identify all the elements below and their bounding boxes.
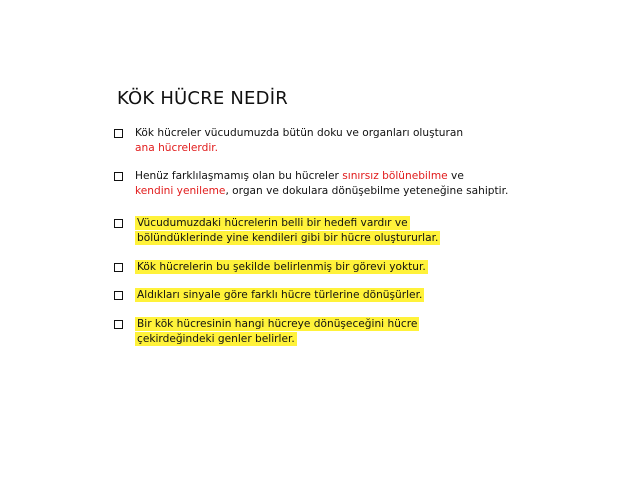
bullet-text-part: Henüz farklılaşmamış olan bu hücreler xyxy=(135,170,339,182)
highlighted-text: Aldıkları sinyale göre farklı hücre türlerine dönüşürler. xyxy=(137,289,423,301)
highlighted-text: Bir kök hücresinin hangi hücreye dönüşeceğini hücre xyxy=(137,318,418,330)
page-title: KÖK HÜCRE NEDİR xyxy=(117,88,288,109)
bullet-item-6 xyxy=(110,317,530,347)
bullet-item-3 xyxy=(110,216,530,246)
bullet-text-part: Kök hücreler vücudumuzda bütün doku ve organları oluşturan xyxy=(135,127,464,139)
highlighted-text: Kök hücrelerin bu şekilde belirlenmiş bir görevi yoktur. xyxy=(137,261,426,273)
bullet-text-emphasis: ana hücrelerdir. xyxy=(135,142,219,154)
bullet-text-emphasis: kendini yenileme xyxy=(135,185,226,197)
bullet-text xyxy=(135,127,463,154)
bullet-text xyxy=(135,288,424,302)
bullet-text xyxy=(135,216,440,245)
bullet-text-part: , organ ve dokulara dönüşebilme yeteneğine sahiptir. xyxy=(225,185,509,197)
checkbox-square-icon xyxy=(114,291,123,300)
bullet-text-part: ve xyxy=(451,170,464,182)
bullet-text xyxy=(135,317,419,346)
highlighted-text: çekirdeğindeki genler belirler. xyxy=(137,333,295,345)
highlighted-text: bölündüklerinde yine kendileri gibi bir hücre oluştururlar. xyxy=(137,232,439,244)
checkbox-square-icon xyxy=(114,320,123,329)
bullet-item-2 xyxy=(110,169,530,199)
bullet-list xyxy=(110,126,530,358)
bullet-item-4 xyxy=(110,260,530,275)
bullet-item-5 xyxy=(110,288,530,303)
bullet-text xyxy=(135,260,428,274)
bullet-text-emphasis: sınırsız bölünebilme xyxy=(342,170,448,182)
checkbox-square-icon xyxy=(114,172,123,181)
checkbox-square-icon xyxy=(114,129,123,138)
checkbox-square-icon xyxy=(114,263,123,272)
bullet-item-1 xyxy=(110,126,530,156)
highlighted-text: Vücudumuzdaki hücrelerin belli bir hedefi vardır ve xyxy=(137,217,408,229)
bullet-text xyxy=(135,170,508,197)
checkbox-square-icon xyxy=(114,219,123,228)
